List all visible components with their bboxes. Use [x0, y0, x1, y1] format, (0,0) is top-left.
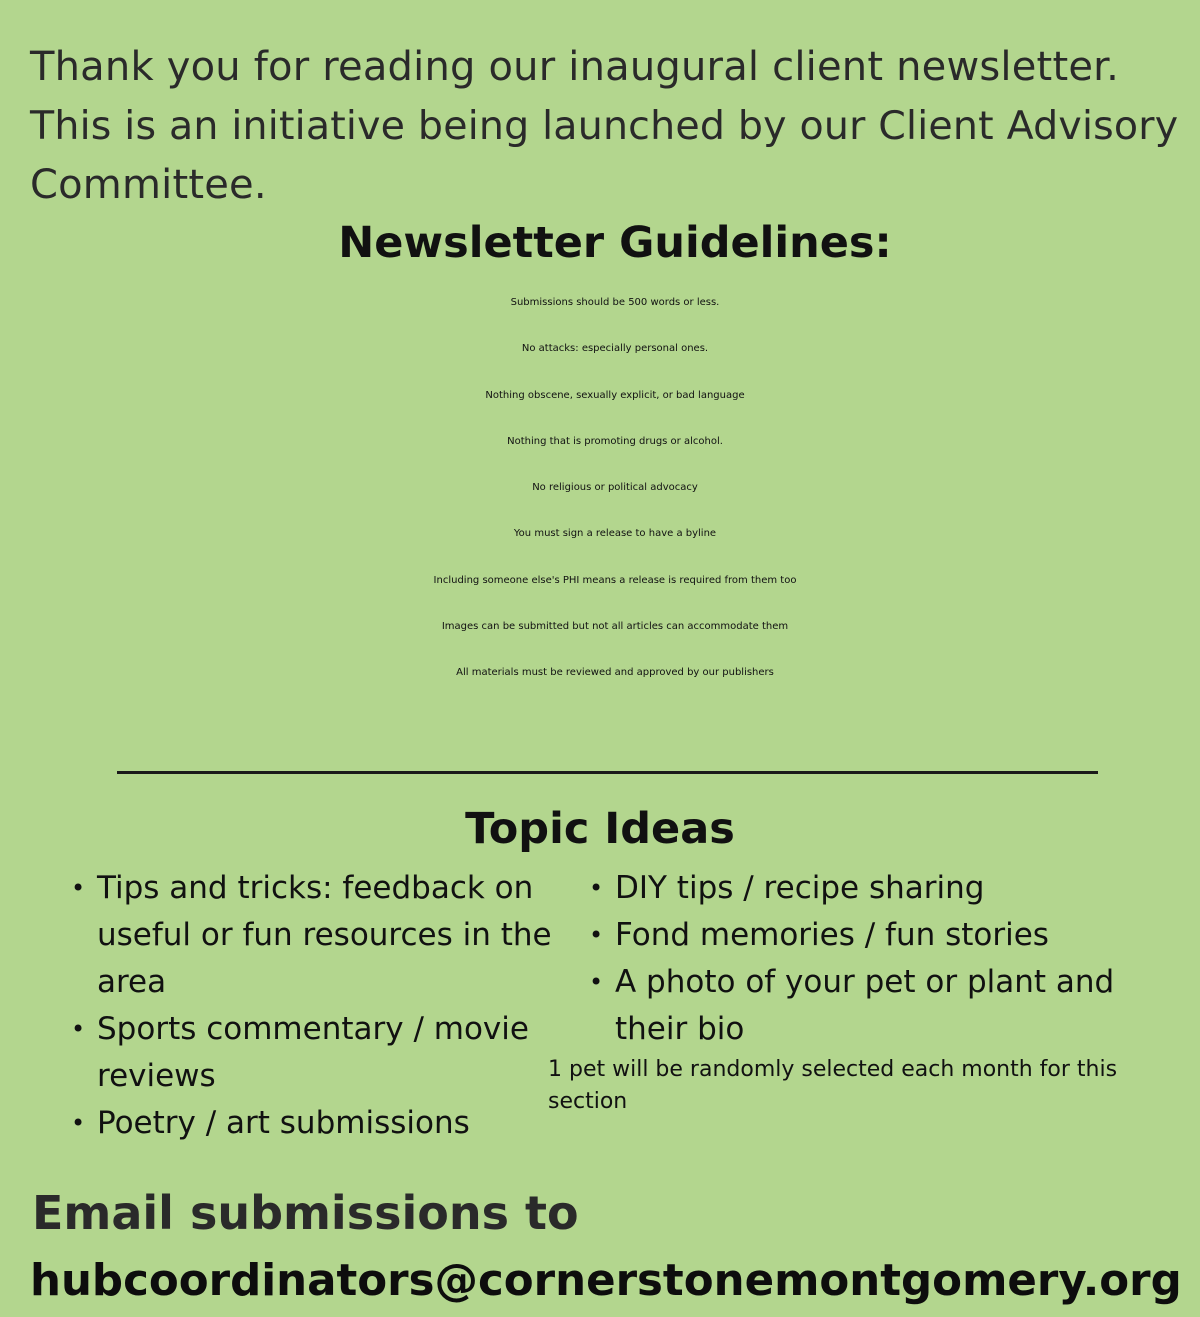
topic-item: • Tips and tricks: feedback on useful or fun resources in the area	[71, 865, 571, 1006]
topic-item: • Fond memories / fun stories	[589, 912, 1179, 959]
intro-line-1: Thank you for reading our inaugural client newsletter.	[30, 44, 1120, 90]
topics-list-left	[71, 865, 571, 1147]
guidelines-heading: Newsletter Guidelines:	[338, 218, 892, 268]
topic-item: • Sports commentary / movie reviews	[71, 1006, 571, 1100]
intro-text	[30, 38, 1190, 215]
guideline-item: Including someone else's PHI means a release is required from them too	[433, 574, 797, 586]
topics-list-right	[589, 865, 1179, 1053]
topic-item: • Poetry / art submissions	[71, 1100, 571, 1147]
intro-line-2: This is an initiative being launched by our Client Advisory	[30, 103, 1179, 149]
email-label: Email submissions to	[32, 1186, 579, 1240]
intro-line-3: Committee.	[30, 162, 267, 208]
guideline-item: Submissions should be 500 words or less.	[510, 297, 720, 308]
guidelines-list	[0, 280, 1200, 697]
section-divider	[117, 771, 1098, 774]
guideline-item: All materials must be reviewed and approved by our publishers	[456, 667, 774, 679]
guideline-item: No religious or political advocacy	[532, 482, 698, 494]
guideline-item: You must sign a release to have a byline	[513, 528, 717, 540]
pet-selection-note: 1 pet will be randomly selected each month for this section	[548, 1057, 1118, 1114]
topic-item: • DIY tips / recipe sharing	[589, 865, 1179, 912]
topic-item: • A photo of your pet or plant and their bio	[589, 959, 1179, 1053]
email-address-link[interactable]: hubcoordinators@cornerstonemontgomery.org	[30, 1256, 1182, 1306]
guideline-item: Nothing that is promoting drugs or alcohol.	[507, 435, 723, 447]
guideline-item: No attacks: especially personal ones.	[521, 343, 709, 355]
guideline-item: Images can be submitted but not all articles can accommodate them	[441, 621, 789, 633]
guideline-item: Nothing obscene, sexually explicit, or bad language	[485, 389, 745, 401]
topics-heading: Topic Ideas	[465, 804, 735, 854]
